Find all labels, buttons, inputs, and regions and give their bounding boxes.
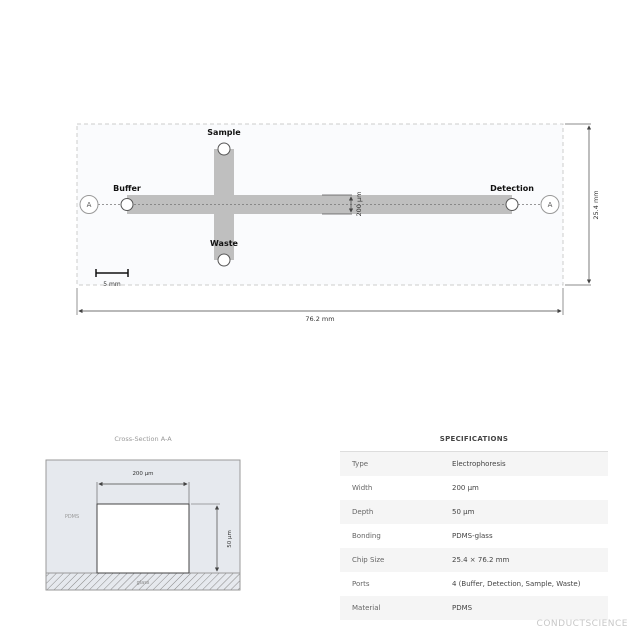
spec-value: Electrophoresis bbox=[452, 460, 506, 468]
label-sample: Sample bbox=[207, 128, 241, 137]
port-sample[interactable] bbox=[218, 143, 230, 155]
section-width-label: 200 μm bbox=[132, 471, 154, 477]
specifications-title: SPECIFICATIONS bbox=[340, 428, 608, 452]
spec-value: 50 μm bbox=[452, 508, 475, 516]
spec-value: PDMS bbox=[452, 604, 473, 612]
spec-value: 200 μm bbox=[452, 484, 479, 492]
spec-key: Depth bbox=[352, 508, 374, 516]
table-row bbox=[340, 548, 608, 572]
section-marker-label: A bbox=[547, 201, 553, 209]
table-row bbox=[340, 500, 608, 524]
label-waste: Waste bbox=[210, 239, 238, 248]
spec-value: 4 (Buffer, Detection, Sample, Waste) bbox=[452, 580, 581, 588]
specifications-table bbox=[340, 428, 608, 620]
chip-length-label: 76.2 mm bbox=[305, 315, 335, 323]
spec-key: Chip Size bbox=[352, 556, 385, 564]
spec-value: 25.4 × 76.2 mm bbox=[452, 556, 510, 564]
label-buffer: Buffer bbox=[113, 184, 141, 193]
spec-key: Type bbox=[352, 460, 369, 468]
port-waste[interactable] bbox=[218, 254, 230, 266]
label-detection: Detection bbox=[490, 184, 534, 193]
table-row bbox=[340, 476, 608, 500]
table-row bbox=[340, 524, 608, 548]
glass-label: glass bbox=[136, 580, 150, 586]
table-row bbox=[340, 452, 608, 476]
watermark-logo: CONDUCTSCIENCE bbox=[536, 619, 628, 629]
channel-width-label: 200 μm bbox=[355, 191, 363, 217]
chip-height-label: 25.4 mm bbox=[592, 190, 600, 220]
section-marker-label: A bbox=[86, 201, 92, 209]
cross-section-title: Cross-Section A-A bbox=[114, 435, 172, 443]
spec-key: Bonding bbox=[352, 532, 381, 540]
section-depth-label: 50 μm bbox=[227, 530, 233, 548]
spec-key: Width bbox=[352, 484, 373, 492]
pdms-label: PDMS bbox=[64, 514, 80, 520]
port-detection[interactable] bbox=[506, 199, 518, 211]
port-buffer[interactable] bbox=[121, 199, 133, 211]
spec-key: Material bbox=[352, 604, 381, 612]
spec-value: PDMS-glass bbox=[452, 532, 493, 540]
spec-rows bbox=[340, 452, 608, 620]
table-row bbox=[340, 596, 608, 620]
spec-key: Ports bbox=[352, 580, 370, 588]
scale-bar-label: 5 mm bbox=[103, 281, 121, 288]
channel-section bbox=[97, 504, 189, 573]
table-row bbox=[340, 572, 608, 596]
